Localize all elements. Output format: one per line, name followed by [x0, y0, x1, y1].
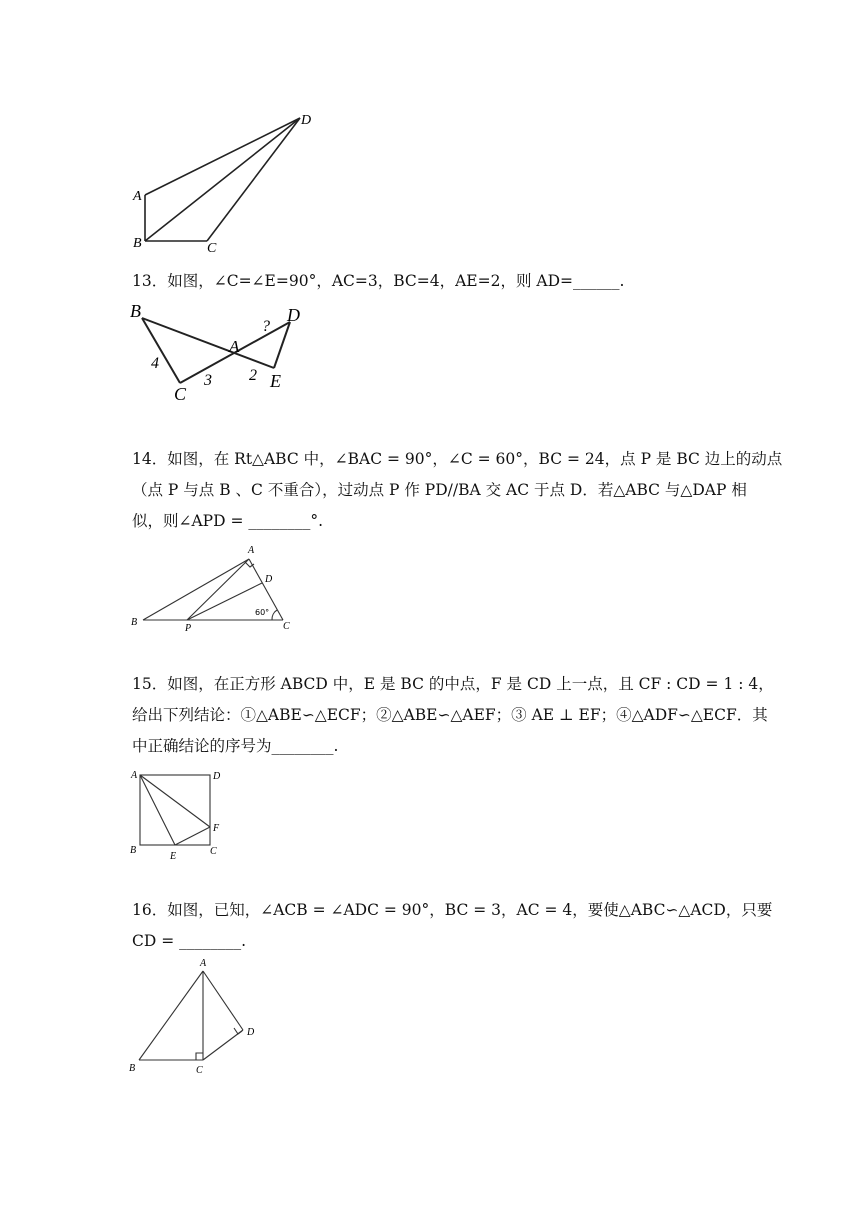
fig13-label-c: C — [174, 384, 187, 404]
fig12-label-a: A — [133, 189, 142, 204]
fig15-label-e: E — [170, 851, 177, 862]
fig15-label-b: B — [130, 845, 137, 856]
fig13-label-4: 4 — [151, 355, 159, 372]
question-16-line-1: 16．如图，已知，∠ACB = ∠ADC = 90°，BC = 3，AC = 4，要使△ABC∽△ACD，只要 — [132, 901, 773, 919]
question-15-line-2: 给出下列结论：①△ABE∽△ECF；②△ABE∽△AEF；③ AE ⊥ EF；④△ADF∽△ECF．其 — [132, 706, 768, 724]
fig16-label-b: B — [129, 1063, 136, 1074]
question-14-line-3: 似，则∠APD = ________°. — [132, 512, 324, 530]
fig13-label-a: A — [229, 337, 240, 356]
fig14-label-d: D — [265, 574, 273, 585]
fig15-label-a: A — [131, 770, 138, 781]
question-14-line-2: （点 P 与点 B 、C 不重合），过动点 P 作 PD//BA 交 AC 于点 D．若△ABC 与△DAP 相 — [132, 481, 747, 499]
question-13-text: 13．如图，∠C=∠E=90°，AC=3，BC=4，AE=2，则 AD=______. — [132, 272, 625, 290]
fig16-label-a: A — [200, 958, 207, 969]
fig14-label-b: B — [131, 617, 138, 628]
fig13-label-d: D — [287, 305, 300, 325]
fig12-label-d: D — [301, 113, 312, 128]
fig14-label-c: C — [283, 621, 290, 632]
fig16-label-d: D — [247, 1027, 255, 1038]
fig13-label-3: 3 — [204, 372, 212, 389]
fig15-label-c: C — [210, 846, 217, 857]
fig16-label-c: C — [196, 1065, 203, 1076]
fig14-label-p: P — [185, 623, 192, 634]
fig14-label-a: A — [248, 545, 255, 556]
question-16-line-2: CD = ________. — [132, 932, 247, 950]
fig14-label-angle: 60° — [255, 608, 270, 617]
fig15-label-f: F — [213, 823, 220, 834]
fig13-label-b: B — [130, 301, 141, 321]
fig15-label-d: D — [213, 771, 221, 782]
fig13-label-e: E — [270, 371, 281, 391]
question-14-line-1: 14．如图，在 Rt△ABC 中，∠BAC = 90°，∠C = 60°，BC = 24，点 P 是 BC 边上的动点 — [132, 450, 783, 468]
fig12-label-c: C — [207, 241, 217, 256]
fig13-label-question: ? — [262, 318, 270, 335]
question-15-line-1: 15．如图，在正方形 ABCD 中，E 是 BC 的中点，F 是 CD 上一点，且 CF : CD = 1 : 4， — [132, 675, 774, 693]
question-15-line-3: 中正确结论的序号为________. — [132, 737, 339, 755]
fig13-label-2: 2 — [249, 367, 257, 384]
fig12-label-b: B — [133, 236, 142, 251]
